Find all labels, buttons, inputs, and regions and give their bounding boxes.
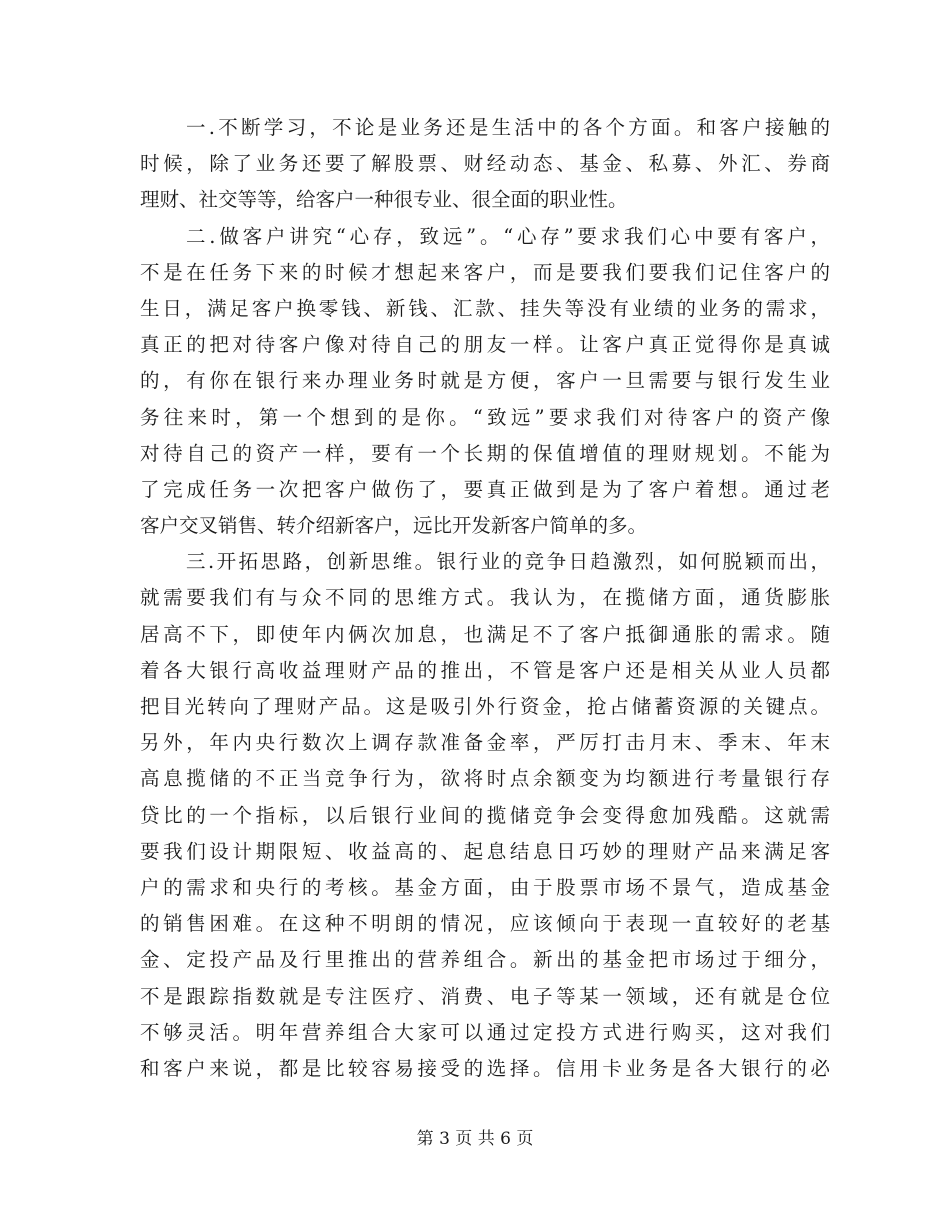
para-3-line-9: 要我们设计期限短、收益高的、起息结息日巧妙的理财产品来满足客 <box>140 839 830 863</box>
para-3-line-13: 不是跟踪指数就是专注医疗、消费、电子等某一领域，还有就是仓位 <box>140 984 830 1008</box>
para-2-line-9: 客户交叉销售、转介绍新客户，远比开发新客户简单的多。 <box>140 514 648 538</box>
para-3-line-2: 就需要我们有与众不同的思维方式。我认为，在揽储方面，通货膨胀 <box>140 586 830 610</box>
para-1-line-3: 理财、社交等等，给客户一种很专业、很全面的职业性。 <box>140 188 628 212</box>
para-3-line-5: 把目光转向了理财产品。这是吸引外行资金，抢占储蓄资源的关键点。 <box>140 695 830 718</box>
para-2-line-5: 的，有你在银行来办理业务时就是方便，客户一旦需要与银行发生业 <box>140 369 830 393</box>
para-1-line-1: 一.不断学习，不论是业务还是生活中的各个方面。和客户接触的 <box>186 116 830 139</box>
para-2-line-3: 生日，满足客户换零钱、新钱、汇款、挂失等没有业绩的业务的需求， <box>140 296 830 320</box>
para-2-line-1: 二.做客户讲究“心存，致远”。“心存”要求我们心中要有客户， <box>186 224 830 248</box>
para-3-line-10: 户的需求和央行的考核。基金方面，由于股票市场不景气，造成基金 <box>140 875 830 899</box>
page-number-footer: 第 3 页 共 6 页 <box>416 1129 534 1149</box>
para-3-line-6: 另外，年内央行数次上调存款准备金率，严厉打击月末、季末、年末 <box>140 731 830 755</box>
para-2-line-6: 务往来时，第一个想到的是你。“致远”要求我们对待客户的资产像 <box>140 405 830 429</box>
para-3-line-8: 贷比的一个指标，以后银行业间的揽储竞争会变得愈加残酷。这就需 <box>140 803 830 827</box>
document-body <box>140 110 830 1087</box>
para-3-line-4: 着各大银行高收益理财产品的推出，不管是客户还是相关从业人员都 <box>140 658 830 682</box>
para-1-line-2: 时候，除了业务还要了解股票、财经动态、基金、私募、外汇、券商 <box>140 152 830 176</box>
para-3-line-15: 和客户来说，都是比较容易接受的选择。信用卡业务是各大银行的必 <box>140 1056 830 1080</box>
para-2-line-7: 对待自己的资产一样，要有一个长期的保值增值的理财规划。不能为 <box>140 441 830 465</box>
para-3-line-7: 高息揽储的不正当竞争行为，欲将时点余额变为均额进行考量银行存 <box>140 767 830 791</box>
para-2-line-8: 了完成任务一次把客户做伤了，要真正做到是为了客户着想。通过老 <box>140 477 830 501</box>
para-3-line-1: 三.开拓思路，创新思维。银行业的竞争日趋激烈，如何脱颖而出， <box>186 550 830 574</box>
para-3-line-3: 居高不下，即使年内俩次加息，也满足不了客户抵御通胀的需求。随 <box>140 622 830 646</box>
para-3-line-14: 不够灵活。明年营养组合大家可以通过定投方式进行购买，这对我们 <box>140 1020 830 1044</box>
para-3-line-11: 的销售困难。在这种不明朗的情况，应该倾向于表现一直较好的老基 <box>140 912 830 936</box>
para-2-line-2: 不是在任务下来的时候才想起来客户，而是要我们要我们记住客户的 <box>140 260 830 284</box>
para-3-line-12: 金、定投产品及行里推出的营养组合。新出的基金把市场过于细分， <box>140 948 830 972</box>
para-2-line-4: 真正的把对待客户像对待自己的朋友一样。让客户真正觉得你是真诚 <box>140 333 830 357</box>
